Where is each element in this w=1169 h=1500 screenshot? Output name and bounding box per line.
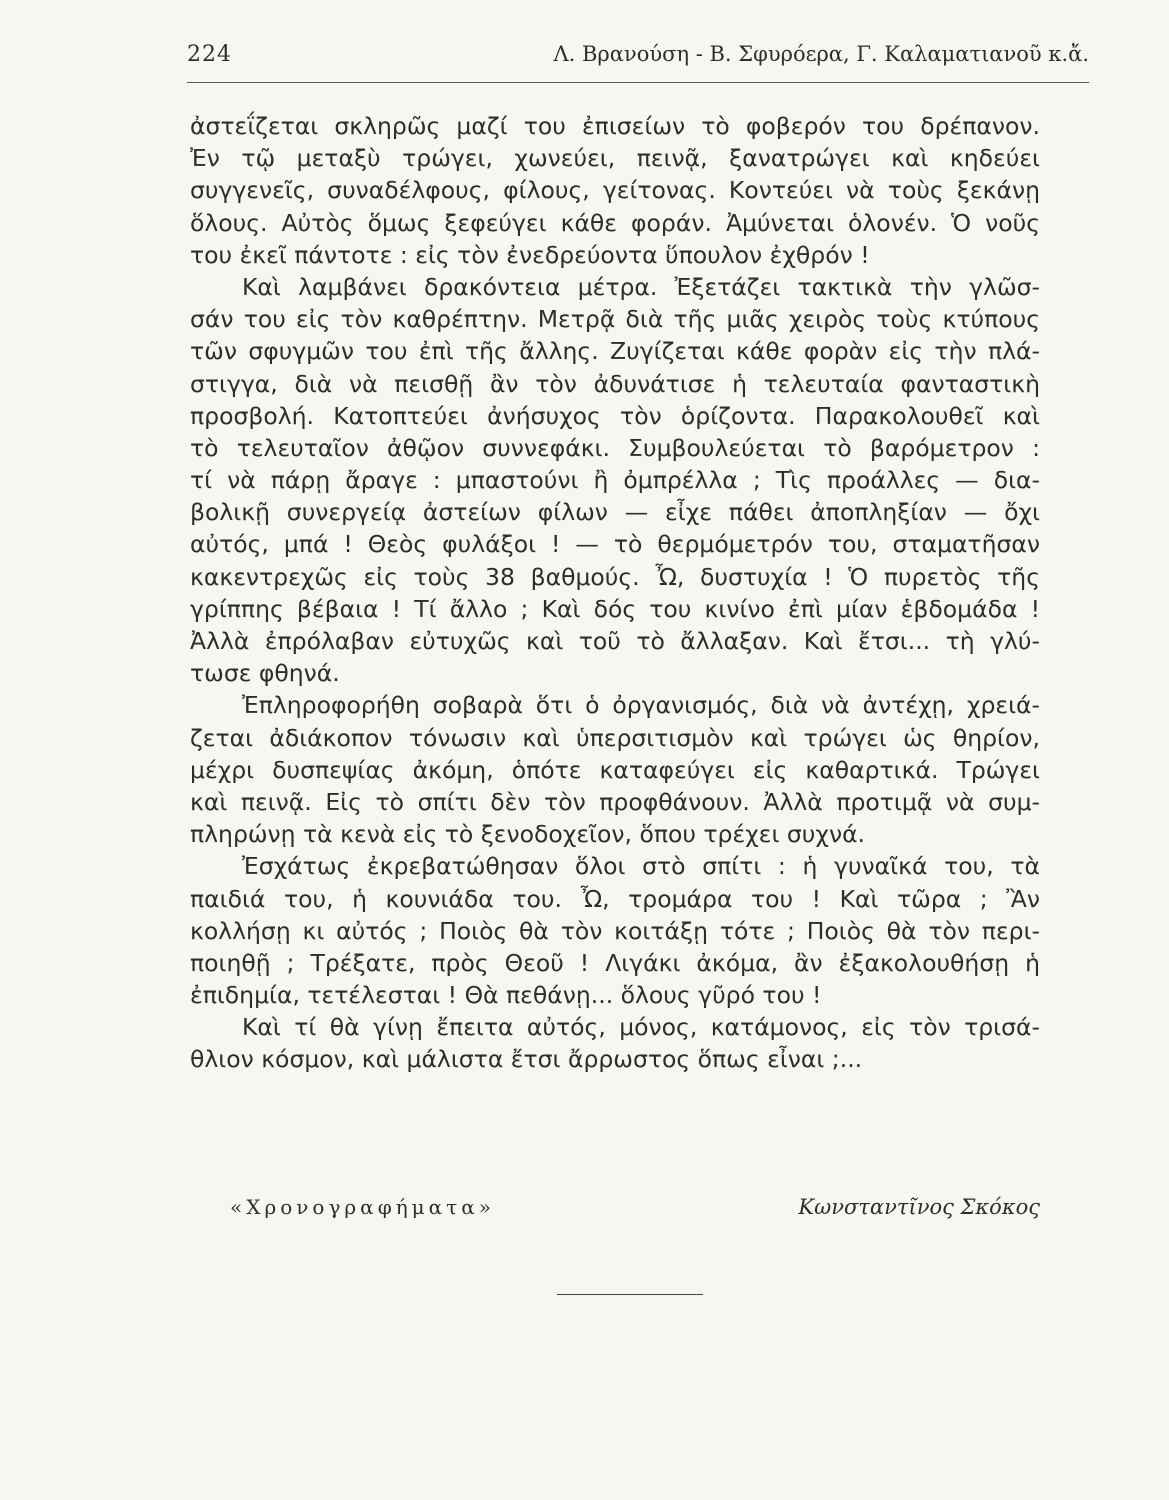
text-line: καὶ πεινᾷ. Εἰς τὸ σπίτι δὲν τὸν προφθάνουν. Ἀλλὰ προτιμᾷ νὰ συμ- (190, 787, 1040, 816)
text-line: κολλήσῃ κι αὐτός ; Ποιὸς θὰ τὸν κοιτάξῃ τότε ; Ποιὸς θὰ τὸν περι- (190, 916, 1040, 945)
body-text (190, 110, 1040, 1076)
text-line: παιδιά του, ἡ κουνιάδα του. Ὦ, τρομάρα του ! Καὶ τῶρα ; Ἂν (190, 884, 1040, 913)
author-name: Κωνσταντῖνος Σκόκος (798, 1195, 1040, 1219)
page-header (187, 42, 1089, 83)
text-line: τωσε φθηνά. (190, 659, 340, 688)
text-line: θλιον κόσμον, καὶ μάλιστα ἔτσι ἄρρωστος ὅπως εἶναι ;... (190, 1045, 863, 1074)
text-line: στιγγα, διὰ νὰ πεισθῇ ἂν τὸν ἀδυνάτισε ἡ τελευταία φανταστικὴ (190, 369, 1040, 398)
end-rule (557, 1294, 703, 1295)
text-line: γρίππης βέβαια ! Τί ἄλλο ; Καὶ δός του κινίνο ἐπὶ μίαν ἑβδομάδα ! (190, 594, 1040, 623)
text-line: ὅλους. Αὐτὸς ὅμως ξεφεύγει κάθε φοράν. Ἀμύνεται ὁλονέν. Ὁ νοῦς (190, 208, 1040, 237)
text-line: βολικῇ συνεργείᾳ ἀστείων φίλων — εἶχε πάθει ἀποπληξίαν — ὄχι (190, 498, 1040, 527)
text-line: τί νὰ πάρῃ ἄραγε : μπαστούνι ἢ ὀμπρέλλα ; Τὶς προάλλες — δια- (190, 466, 1040, 495)
source-title: «Χρονογραφήματα» (230, 1195, 495, 1219)
text-line: ποιηθῇ ; Τρέξατε, πρὸς Θεοῦ ! Λιγάκι ἀκόμα, ἂν ἐξακολουθήσῃ ἡ (190, 948, 1040, 977)
text-line: Ἀλλὰ ἐπρόλαβαν εὐτυχῶς καὶ τοῦ τὸ ἄλλαξαν. Καὶ ἔτσι... τὴ γλύ- (190, 627, 1040, 655)
text-line: προσβολή. Κατοπτεύει ἀνήσυχος τὸν ὁρίζοντα. Παρακολουθεῖ καὶ (190, 401, 1040, 430)
text-line: μέχρι δυσπεψίας ἀκόμη, ὁπότε καταφεύγει εἰς καθαρτικά. Τρώγει (190, 755, 1040, 784)
signature-row (230, 1195, 1040, 1227)
text-line: Καὶ τί θὰ γίνῃ ἔπειτα αὐτός, μόνος, κατάμονος, εἰς τὸν τρισά- (242, 1013, 1040, 1042)
text-line: τῶν σφυγμῶν του ἐπὶ τῆς ἄλλης. Ζυγίζεται κάθε φορὰν εἰς τὴν πλά- (190, 337, 1040, 366)
text-line: ζεται ἀδιάκοπον τόνωσιν καὶ ὑπερσιτισμὸν καὶ τρώγει ὡς θηρίον, (190, 723, 1040, 752)
text-line: συγγενεῖς, συναδέλφους, φίλους, γείτονας. Κοντεύει νὰ τοὺς ξεκάνῃ (190, 176, 1040, 205)
text-line: Ἐν τῷ μεταξὺ τρώγει, χωνεύει, πεινᾷ, ξανατρώγει καὶ κηδεύει (190, 144, 1040, 173)
text-line: πληρώνῃ τὰ κενὰ εἰς τὸ ξενοδοχεῖον, ὅπου τρέχει συχνά. (190, 820, 866, 849)
text-line: Ἐπληροφορήθη σοβαρὰ ὅτι ὁ ὀργανισμός, διὰ νὰ ἀντέχῃ, χρειά- (242, 691, 1040, 720)
text-line: τὸ τελευταῖον ἀθῷον συννεφάκι. Συμβουλεύεται τὸ βαρόμετρον : (190, 433, 1040, 462)
running-head: Λ. Βρανούση - Β. Σφυρόερα, Γ. Καλαματιανοῦ κ.ἄ. (553, 42, 1089, 66)
text-line: του ἐκεῖ πάντοτε : εἰς τὸν ἐνεδρεύοντα ὕπουλον ἐχθρόν ! (190, 240, 870, 269)
text-line: ἐπιδημία, τετέλεσται ! Θὰ πεθάνῃ... ὅλους γῦρό του ! (190, 981, 822, 1010)
text-line: κακεντρεχῶς εἰς τοὺς 38 βαθμούς. Ὦ, δυστυχία ! Ὁ πυρετὸς τῆς (190, 562, 1040, 591)
page-number: 224 (187, 42, 232, 67)
text-line: Ἐσχάτως ἐκρεβατώθησαν ὅλοι στὸ σπίτι : ἡ γυναῖκά του, τὰ (242, 852, 1040, 881)
text-line: ἀστεΐζεται σκληρῶς μαζί του ἐπισείων τὸ φοβερόν του δρέπανον. (190, 112, 1040, 140)
text-line: σάν του εἰς τὸν καθρέπτην. Μετρᾷ διὰ τῆς μιᾶς χειρὸς τοὺς κτύπους (190, 305, 1040, 334)
text-line: Καὶ λαμβάνει δρακόντεια μέτρα. Ἐξετάζει τακτικὰ τὴν γλῶσ- (242, 272, 1040, 301)
text-line: αὐτός, μπά ! Θεὸς φυλάξοι ! — τὸ θερμόμετρόν του, σταματῆσαν (190, 530, 1040, 559)
